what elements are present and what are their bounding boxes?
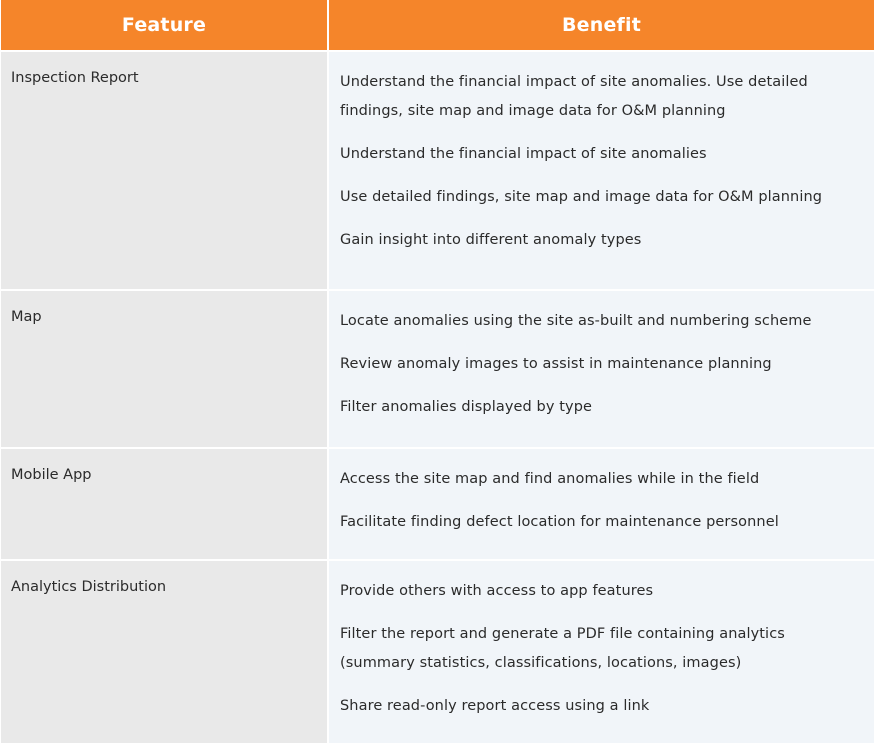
benefit-item: Use detailed findings, site map and image data for O&M planning	[340, 189, 823, 205]
table-row	[1, 50, 874, 289]
benefit-column-header: Benefit	[329, 0, 874, 50]
benefit-item: Locate anomalies using the site as-built and numbering scheme	[340, 313, 812, 329]
table-row	[1, 289, 874, 447]
benefit-cell	[329, 50, 874, 289]
feature-cell: Analytics Distribution	[1, 559, 327, 743]
benefit-item: Understand the financial impact of site anomalies. Use detailed findings, site map and image data for O&M planning	[340, 74, 808, 119]
table-row	[1, 559, 874, 743]
benefit-item: Gain insight into different anomaly types	[340, 232, 642, 248]
benefit-cell	[329, 447, 874, 559]
benefit-item: Provide others with access to app features	[340, 583, 654, 599]
benefit-item: Review anomaly images to assist in maintenance planning	[340, 356, 772, 372]
benefit-item: Access the site map and find anomalies while in the field	[340, 471, 760, 487]
benefit-item: Facilitate finding defect location for maintenance personnel	[340, 514, 779, 530]
feature-cell: Mobile App	[1, 447, 327, 559]
header-row	[1, 0, 874, 50]
benefit-cell	[329, 559, 874, 743]
feature-cell: Inspection Report	[1, 50, 327, 289]
benefit-item: Share read-only report access using a link	[340, 698, 650, 714]
feature-cell: Map	[1, 289, 327, 447]
benefit-item: Filter the report and generate a PDF file containing analytics (summary statistics, classifications, locations, images)	[340, 626, 785, 671]
feature-column-header: Feature	[1, 0, 327, 50]
table-row	[1, 447, 874, 559]
benefit-item: Understand the financial impact of site anomalies	[340, 146, 707, 162]
benefit-cell	[329, 289, 874, 447]
benefit-item: Filter anomalies displayed by type	[340, 399, 593, 415]
